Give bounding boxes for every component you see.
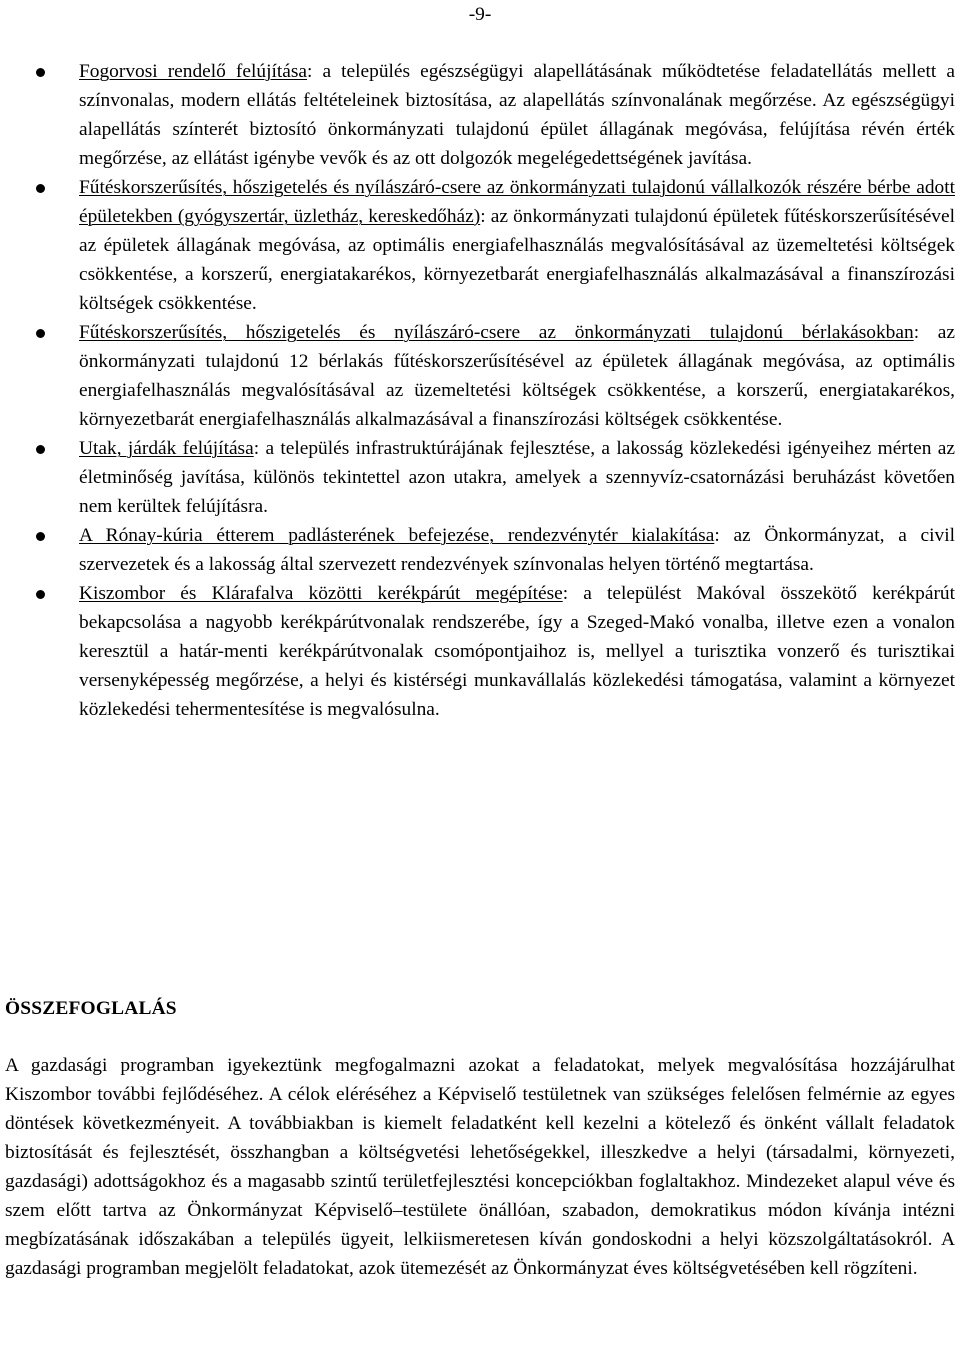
list-item-separator: : [480, 206, 486, 227]
bullet-icon [36, 590, 45, 599]
list-item-title: Fűtéskorszerűsítés, hőszigetelés és nyílászáró-csere az önkormányzati tulajdonú vállalkozók részére bérbe adott épületekben (gyógyszertár, üzletház, kereskedőház) [79, 177, 955, 227]
list-item-text: az önkormányzati tulajdonú épületek fűtéskorszerűsítésével az épületek állagának megóvása, az optimális energiafelhasználás megvalósításával az üzemeltetési költségek csökkentése, a korszerű, energiatakarékos, környezetbarát energiafelhasználás alkalmazásával a finanszírozási költségek csökkentése. [79, 206, 955, 314]
list-item-text: az Önkormányzat, a civil szervezetek és a lakosság által szervezett rendezvények színvonalas helyen történő megtartása. [79, 525, 956, 575]
list-item [0, 521, 960, 579]
list-item-title: Fűtéskorszerűsítés, hőszigetelés és nyílászáró-csere az önkormányzati tulajdonú bérlakásokban [79, 322, 914, 343]
bullet-icon [36, 329, 45, 338]
summary-paragraph: A gazdasági programban igyekeztünk megfogalmazni azokat a feladatokat, melyek megvalósítása hozzájárulhat Kiszombor további fejlődéséhez. A célok eléréséhez a Képviselő testületnek van szükséges felelősen felmérnie az egyes döntések következményeit. A továbbiakban is kiemelt feladatként kell kezelni a kötelező és önként vállalt feladatok biztosítását és fejlesztését, összhangban a költségvetési lehetőségekkel, illeszkedve a helyi (társadalmi, környezeti, gazdasági) adottságokhoz és a magasabb szintű területfejlesztési koncepciókban foglaltakhoz. Mindezeket alapul véve és szem előtt tartva az Önkormányzat Képviselő–testülete önállóan, szabadon, demokratikus módon kívánja intézni megbízatásának időszakában a település ügyeit, lelkiismeretesen kíván gondoskodni a helyi közszolgáltatásokról. A gazdasági programban megjelölt feladatokat, azok ütemezését az Önkormányzat éves költségvetésében kell rögzíteni. [5, 1055, 955, 1279]
list-item-text: a település infrastruktúrájának fejlesztése, a lakosság közlekedési igényeihez mérten az életminőség javítása, különös tekintettel azon utakra, amelyek a szennyvíz-csatornázási beruházást követően nem kerültek felújításra. [79, 438, 955, 517]
list-item-separator: : [913, 322, 920, 343]
list-item-text: a települést Makóval összekötő kerékpárút bekapcsolása a nagyobb kerékpárútvonalak rendszerébe, így a Szeged-Makó vonalba, illetve ezen a vonalon keresztül a határ-menti kerékpárútvonalak csomópontjaihoz is, mellyel a turisztika vonzerő és turisztikai versenyképesség megőrzése, a helyi és kistérségi munkavállalás közlekedési támogatása, valamint a környezet közlekedési tehermentesítése is megvalósulna. [79, 583, 955, 720]
list-item-separator: : [307, 61, 313, 82]
list-item-separator: : [562, 583, 569, 604]
list-item-text: a település egészségügyi alapellátásának működtetése feladatellátás mellett a színvonalas, modern ellátás feltételeinek biztosítása, az alapellátás színvonalának megőrzése. Az egészségügyi alapellátás színterét biztosító önkormányzati tulajdonú épület állagának megóvása, felújítása révén érték megőrzése, az ellátást igénybe vevők és az ott dolgozók megelégedettségének javítása. [79, 61, 955, 169]
page-number: -9- [468, 4, 492, 25]
list-item [0, 579, 960, 724]
list-item-title: Kiszombor és Klárafalva közötti kerékpárút megépítése [79, 583, 563, 604]
list-item-text: az önkormányzati tulajdonú 12 bérlakás fűtéskorszerűsítésével az épületek állagának megóvása, az optimális energiafelhasználás megvalósításával az üzemeltetési költségek csökkentése, a korszerű, energiatakarékos, környezetbarát energiafelhasználás alkalmazásával a finanszírozási költségek csökkentése. [79, 322, 955, 430]
list-item [0, 434, 960, 521]
bullet-icon [36, 532, 45, 541]
list-item [0, 173, 960, 318]
bullet-icon [36, 445, 45, 454]
list-item-title: A Rónay-kúria étterem padlásterének befejezése, rendezvénytér kialakítása [79, 525, 715, 546]
project-list [0, 57, 960, 724]
list-item-separator: : [714, 525, 720, 546]
summary-heading: ÖSSZEFOGLALÁS [5, 998, 177, 1019]
list-item [0, 57, 960, 173]
bullet-icon [36, 68, 45, 77]
list-item-title: Fogorvosi rendelő felújítása [79, 61, 307, 82]
list-item-separator: : [253, 438, 260, 459]
list-item [0, 318, 960, 434]
bullet-icon [36, 184, 45, 193]
list-item-title: Utak, járdák felújítása [79, 438, 254, 459]
